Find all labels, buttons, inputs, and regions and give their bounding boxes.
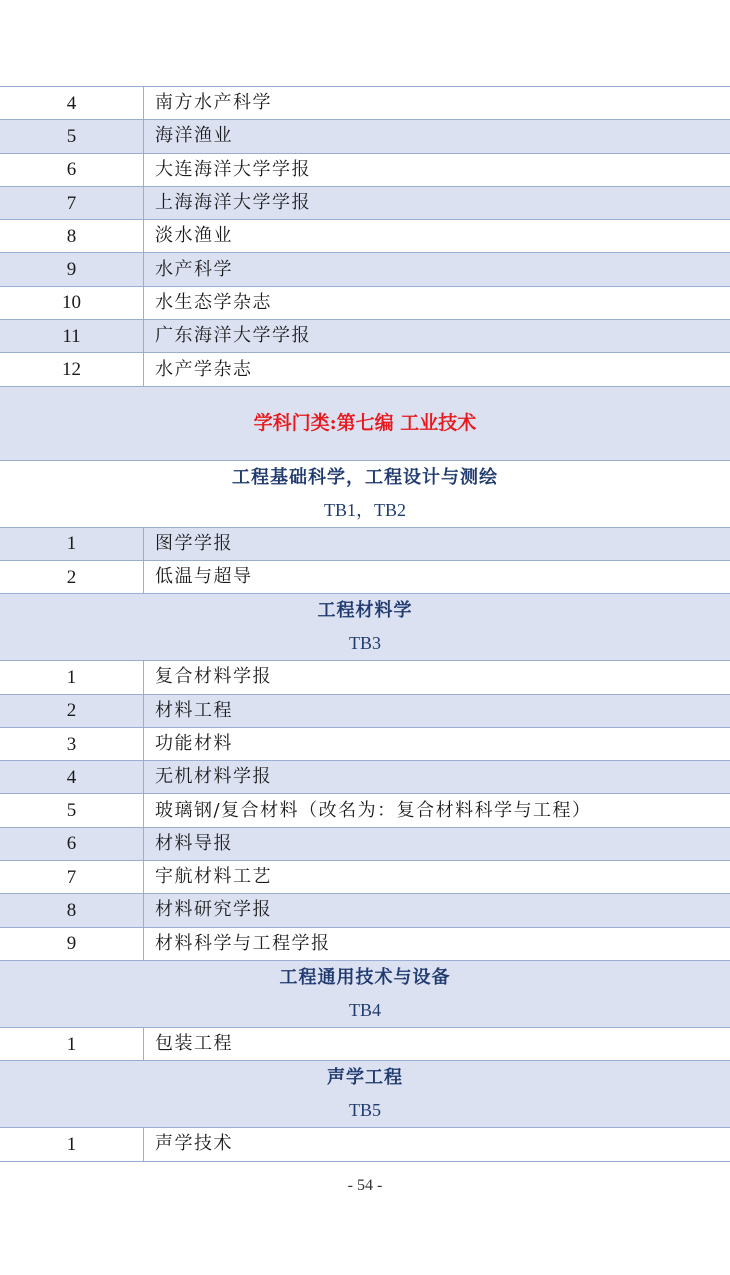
subcategory-row [0,960,730,1027]
journal-name: 低温与超导 [144,560,730,593]
table-row [0,220,730,253]
journal-name: 图学学报 [144,527,730,560]
table-row [0,894,730,927]
row-number: 7 [0,861,144,894]
row-number: 5 [0,794,144,827]
row-number: 2 [0,560,144,593]
journal-name: 水生态学杂志 [144,286,730,319]
journal-name: 玻璃钢/复合材料（改名为：复合材料科学与工程） [144,794,730,827]
journal-name: 包装工程 [144,1027,730,1060]
table-row [0,320,730,353]
table-row [0,794,730,827]
journal-name: 复合材料学报 [144,661,730,694]
table-row [0,120,730,153]
subcategory-row [0,1061,730,1128]
journal-table [0,86,730,1162]
table-row [0,827,730,860]
row-number: 8 [0,894,144,927]
journal-name: 大连海洋大学学报 [144,153,730,186]
journal-name: 水产学杂志 [144,353,730,386]
journal-name: 材料导报 [144,827,730,860]
row-number: 10 [0,286,144,319]
page-number: - 54 - [347,1177,383,1194]
row-number: 9 [0,927,144,960]
row-number: 1 [0,1128,144,1161]
row-number: 3 [0,727,144,760]
table-row [0,761,730,794]
journal-name: 水产科学 [144,253,730,286]
journal-name: 材料工程 [144,694,730,727]
table-row [0,861,730,894]
row-number: 6 [0,827,144,860]
subcategory-cell [0,594,730,661]
subcategory-row [0,460,730,527]
journal-name: 淡水渔业 [144,220,730,253]
row-number: 12 [0,353,144,386]
table-row [0,153,730,186]
table-row [0,286,730,319]
subcategory-code: TB5 [348,1100,381,1121]
subcategory-code: TB4 [348,999,381,1020]
subcategory-title: 声学工程 [327,1067,403,1089]
journal-name: 南方水产科学 [144,87,730,120]
subcategory-code: TB1，TB2 [323,499,406,520]
journal-name: 上海海洋大学学报 [144,186,730,219]
row-number: 9 [0,253,144,286]
journal-table-body [0,87,730,1162]
subcategory-cell [0,460,730,527]
table-row [0,527,730,560]
subcategory-cell [0,960,730,1027]
journal-name: 海洋渔业 [144,120,730,153]
table-row [0,727,730,760]
row-number: 8 [0,220,144,253]
table-row [0,661,730,694]
journal-name: 声学技术 [144,1128,730,1161]
table-row [0,927,730,960]
row-number: 11 [0,320,144,353]
row-number: 1 [0,661,144,694]
row-number: 4 [0,761,144,794]
subcategory-code: TB3 [348,633,381,654]
journal-name: 功能材料 [144,727,730,760]
subcategory-title: 工程基础科学，工程设计与测绘 [232,466,498,488]
subcategory-cell [0,1061,730,1128]
journal-name: 材料研究学报 [144,894,730,927]
row-number: 6 [0,153,144,186]
journal-name: 广东海洋大学学报 [144,320,730,353]
row-number: 4 [0,87,144,120]
table-row [0,694,730,727]
journal-name: 无机材料学报 [144,761,730,794]
row-number: 1 [0,1027,144,1060]
row-number: 2 [0,694,144,727]
row-number: 7 [0,186,144,219]
category-heading: 学科门类:第七编 工业技术 [0,386,730,460]
journal-name: 宇航材料工艺 [144,861,730,894]
subcategory-row [0,594,730,661]
journal-name: 材料科学与工程学报 [144,927,730,960]
table-row [0,87,730,120]
category-heading-row [0,386,730,460]
table-row [0,560,730,593]
table-row [0,1128,730,1161]
table-row [0,253,730,286]
table-row [0,353,730,386]
subcategory-title: 工程材料学 [317,600,413,622]
row-number: 1 [0,527,144,560]
subcategory-title: 工程通用技术与设备 [279,966,451,988]
table-row [0,186,730,219]
row-number: 5 [0,120,144,153]
table-row [0,1027,730,1060]
